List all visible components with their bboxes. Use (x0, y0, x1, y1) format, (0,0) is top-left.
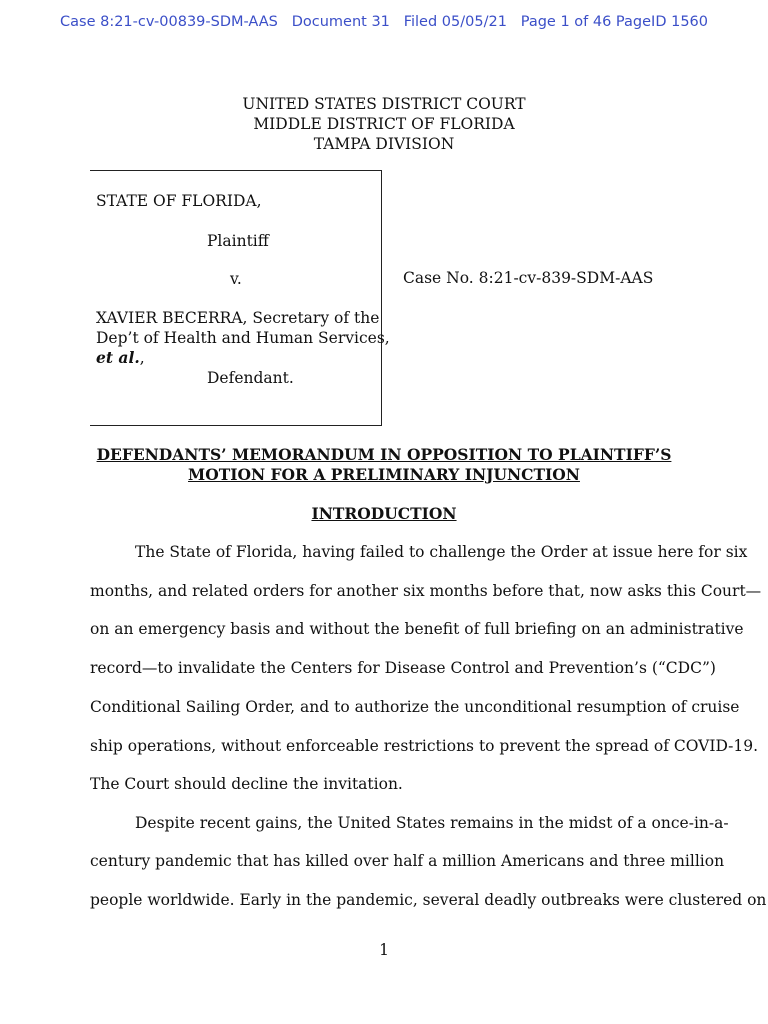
body-line: Conditional Sailing Order, and to authorize the unconditional resumption of cruise (90, 698, 740, 716)
defendant-line-1: XAVIER BECERRA, Secretary of the (96, 309, 380, 327)
defendant-role: Defendant. (207, 369, 294, 387)
body-line: century pandemic that has killed over half a million Americans and three million (90, 852, 725, 870)
case-number: Case No. 8:21-cv-839-SDM-AAS (403, 269, 654, 287)
plaintiff-name: STATE OF FLORIDA, (96, 192, 262, 210)
title-line-2: MOTION FOR A PRELIMINARY INJUNCTION (188, 465, 580, 484)
et-al: et al. (96, 348, 140, 367)
body-line: people worldwide. Early in the pandemic, several deadly outbreaks were clustered on (90, 891, 767, 909)
body-line: record—to invalidate the Centers for Disease Control and Prevention’s (“CDC”) (90, 659, 716, 677)
court-division: TAMPA DIVISION (313, 135, 455, 153)
title-line-1: DEFENDANTS’ MEMORANDUM IN OPPOSITION TO PLAINTIFF’S (96, 445, 672, 464)
defendant-line-2: Dep’t of Health and Human Services, (96, 329, 390, 347)
body-line: months, and related orders for another six months before that, now asks this Court— (90, 582, 762, 600)
document-title (0, 445, 768, 485)
body-line: Despite recent gains, the United States remains in the midst of a once-in-a- (135, 814, 729, 832)
defendant-line-3 (96, 348, 145, 368)
filing-stamp: Case 8:21-cv-00839-SDM-AAS Document 31 Filed 05/05/21 Page 1 of 46 PageID 1560 (60, 14, 708, 30)
court-name: UNITED STATES DISTRICT COURT (242, 95, 526, 113)
et-al-comma: , (139, 349, 145, 367)
court-district: MIDDLE DISTRICT OF FLORIDA (253, 115, 515, 133)
plaintiff-role: Plaintiff (207, 232, 269, 250)
court-heading (0, 94, 768, 154)
page-number: 1 (379, 941, 389, 959)
body-line: The Court should decline the invitation. (90, 775, 403, 793)
section-heading: INTRODUCTION (311, 504, 457, 523)
body-line: ship operations, without enforceable restrictions to prevent the spread of COVID-19. (90, 737, 759, 755)
body-line: The State of Florida, having failed to challenge the Order at issue here for six (135, 543, 748, 561)
body-line: on an emergency basis and without the benefit of full briefing on an administrative (90, 620, 744, 638)
versus: v. (230, 270, 242, 288)
